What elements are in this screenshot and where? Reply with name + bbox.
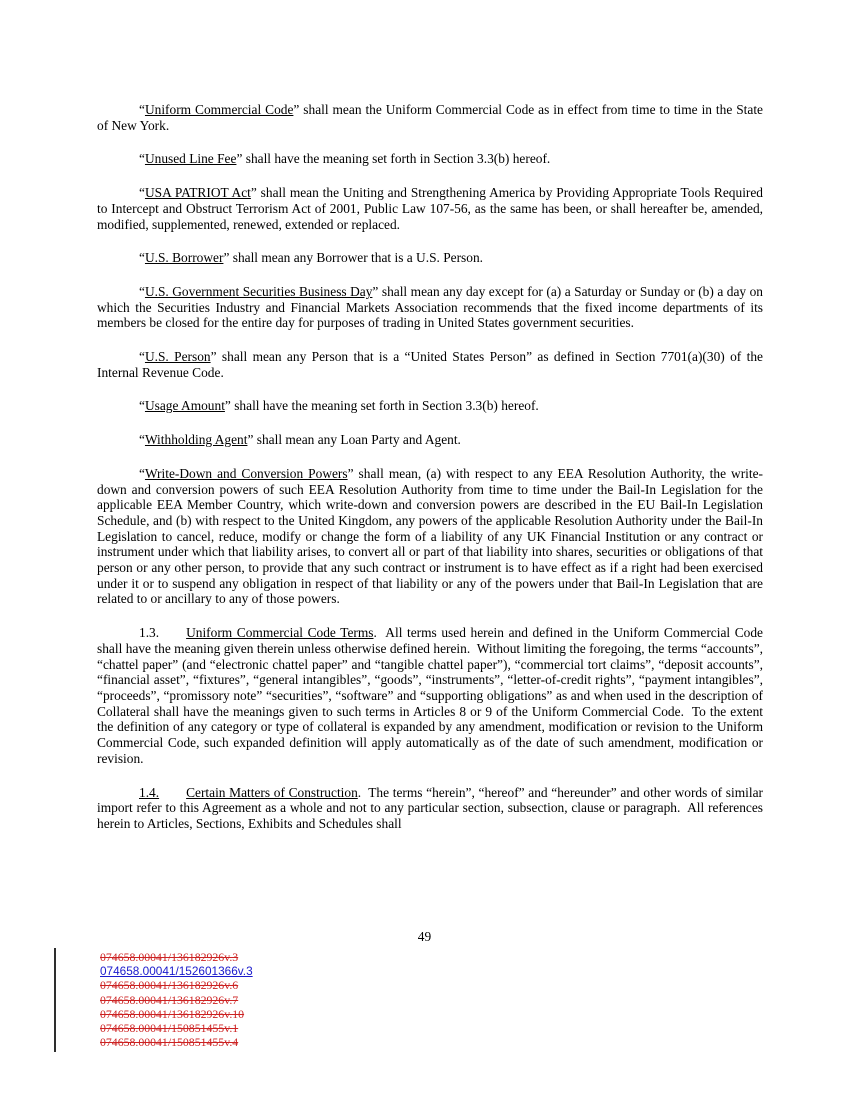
section-1-3-uniform-commercial-code-terms	[97, 625, 763, 766]
definition-us-borrower	[97, 250, 763, 266]
text-segment: “	[139, 102, 145, 117]
version-stamp-deleted: 074658.00041/136182926v.3	[100, 950, 239, 964]
definition-us-person	[97, 349, 763, 380]
text-segment: “	[139, 398, 145, 414]
defined-term: Usage Amount	[144, 398, 225, 414]
body-text	[97, 102, 763, 832]
version-stamp-deleted: 074658.00041/136182926v.10	[100, 1006, 245, 1021]
text-segment: . All terms used herein and defined in the Uniform Commercial Code shall have the meaning given therein unless otherwise defined herein. Without limiting the foregoing, the terms “accounts”, “chattel paper” (and “electronic chattel paper” and “tangible chattel paper”), “commercial tort claims”, “deposit accounts”, “financial asset”, “fixtures”, “general intangibles”, “goods”, “instruments”, “letter-of-credit rights”, “payment intangibles”, “proceeds”, “promissory note” “securities”, “software” and “supporting obligations” as and when used in the description of Collateral shall have the meanings given to such terms in Articles 8 or 9 of the Uniform Commercial Code. To the extent the definition of any category or type of collateral is expanded by any amendment, modification or revision to the Uniform Commercial Code, such expanded definition will apply automatically as of the date of such amendment, modification or revision.	[97, 625, 763, 766]
defined-term: USA PATRIOT Act	[144, 185, 251, 201]
text-segment: “	[139, 250, 145, 266]
text-segment: “	[139, 349, 145, 365]
definition-usa-patriot-act	[97, 185, 763, 232]
defined-term: Unused Line Fee	[144, 151, 237, 167]
section-1-4-certain-matters-of-construction	[97, 785, 763, 832]
text-segment: ” shall mean any day except for (a) a Saturday or Sunday or (b) a day on which the Securities Industry and Financial Markets Association recommends that the fixed income departments of its members be closed for the entire day for purposes of trading in United States government securities.	[97, 283, 763, 331]
definition-unused-line-fee	[97, 151, 763, 167]
defined-term: Uniform Commercial Code Terms	[186, 625, 374, 641]
text-segment: ” shall mean the Uniform Commercial Code as in effect from time to time in the State of New York.	[97, 102, 763, 133]
defined-term: Withholding Agent	[144, 432, 248, 448]
version-stamp-deleted: 074658.00041/136182926v.6	[100, 978, 239, 993]
definition-us-government-securities-business-day	[97, 284, 763, 331]
defined-term: U.S. Person	[144, 349, 211, 365]
version-stamp-current: 074658.00041/152601366v.3	[100, 964, 253, 979]
defined-term: Uniform Commercial Code	[144, 102, 294, 117]
defined-term: 1.4.	[139, 784, 160, 800]
version-stamps	[100, 950, 253, 1049]
text-segment: ” shall mean any Borrower that is a U.S. Person.	[223, 250, 484, 266]
version-stamp-deleted: 074658.00041/150851455v.1	[100, 1021, 239, 1036]
text-segment: 1.3.	[139, 625, 160, 641]
text-segment: “	[139, 432, 145, 448]
defined-term: Certain Matters of Construction	[186, 784, 358, 800]
definition-usage-amount	[97, 398, 763, 414]
text-segment: ” shall mean any Loan Party and Agent.	[247, 432, 461, 448]
version-stamp-deleted: 074658.00041/150851455v.4	[100, 1035, 239, 1050]
text-segment: “	[139, 465, 145, 481]
definition-withholding-agent	[97, 432, 763, 448]
text-segment: . The terms “herein”, “hereof” and “hereunder” and other words of similar import refer to this Agreement as a whole and not to any particular section, subsection, clause or paragraph. All references herein to Articles, Sections, Exhibits and Schedules shall	[97, 784, 764, 831]
defined-term: U.S. Government Securities Business Day	[144, 283, 373, 299]
text-segment: ” shall mean any Person that is a “United States Person” as defined in Section 7701(a)(30) of the Internal Revenue Code.	[97, 349, 763, 380]
text-segment: “	[139, 283, 145, 299]
text-segment: ” shall have the meaning set forth in Section 3.3(b) hereof.	[236, 151, 551, 167]
text-segment: ” shall mean, (a) with respect to any EEA Resolution Authority, the write-down and conversion powers of such EEA Resolution Authority from time to time under the Bail-In Legislation for the applicable EEA Member Country, which write-down and conversion powers are described in the EU Bail-In Legislation Schedule, and (b) with respect to the United Kingdom, any powers of the applicable Resolution Authority under the Bail-In Legislation to cancel, reduce, modify or change the form of a liability of any UK Financial Institution or any contract or instrument under which that liability arises, to convert all or part of that liability into shares, securities or obligations of that person or any other person, to provide that any such contract or instrument is to have effect as if a right had been exercised under it or to suspend any obligation in respect of that liability or any of the powers under that Bail-In Legislation that are related to or ancillary to any of those powers.	[97, 465, 764, 607]
defined-term: Write-Down and Conversion Powers	[144, 465, 348, 481]
version-stamp-deleted: 074658.00041/136182926v.7	[100, 992, 239, 1007]
text-segment: “	[139, 151, 145, 167]
text-segment: ” shall mean the Uniting and Strengthening America by Providing Appropriate Tools Required to Intercept and Obstruct Terrorism Act of 2001, Public Law 107-56, as the same has been, or shall hereafter be, amended, modified, supplemented, renewed, extended or replaced.	[97, 185, 764, 232]
revision-change-bar	[54, 948, 56, 1052]
text-segment: “	[139, 185, 145, 201]
text-segment: ” shall have the meaning set forth in Section 3.3(b) hereof.	[224, 398, 539, 414]
page-number: 49	[417, 929, 432, 944]
definition-write-down-and-conversion-powers	[97, 466, 763, 607]
definition-uniform-commercial-code	[97, 102, 763, 133]
defined-term: U.S. Borrower	[144, 250, 224, 266]
